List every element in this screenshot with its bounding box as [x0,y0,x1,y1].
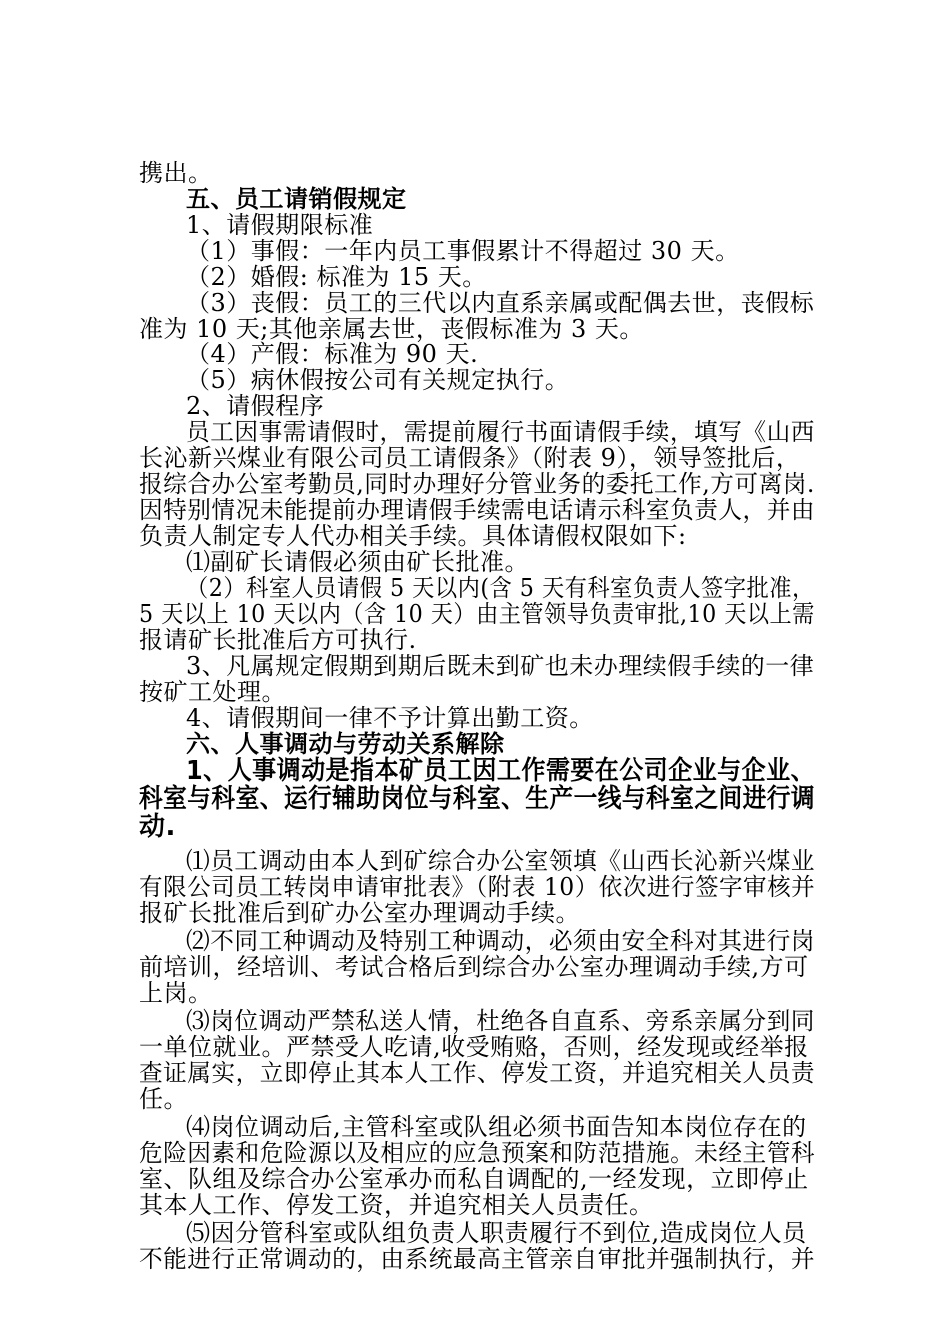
text-line: 3、凡属规定假期到期后既未到矿也未办理续假手续的一律 [186,652,815,680]
text-line: 负责人制定专人代办相关手续。具体请假权限如下: [139,522,687,550]
bold-text-line: 1、人事调动是指本矿员工因工作需要在公司企业与企业、 [186,756,816,786]
text-line: 4、请假期间一律不予计算出勤工资。 [186,704,594,732]
text-line: 携出。 [139,159,213,187]
text-line: （3）丧假：员工的三代以内直系亲属或配偶去世，丧假标 [186,289,815,317]
text-line: ⑵不同工种调动及特别工种调动，必须由安全科对其进行岗 [186,927,815,955]
text-line: 长沁新兴煤业有限公司员工请假条》（附表 9），领导签批后， [139,444,801,472]
text-line: （1）事假：一年内员工事假累计不得超过 30 天。 [186,237,740,265]
text-line: ⑴副矿长请假必须由矿长批准。 [186,548,529,576]
text-line: 按矿工处理。 [139,678,286,706]
text-line: 一单位就业。严禁受人吃请,收受贿赂，否则，经发现或经举报 [139,1033,809,1061]
section-heading: 六、人事调动与劳动关系解除 [186,730,505,758]
bold-text-line: 科室与科室、运行辅助岗位与科室、生产一线与科室之间进行调 [139,784,816,814]
text-line: ⑴员工调动由本人到矿综合办公室领填《山西长沁新兴煤业 [186,847,815,875]
text-line: 报矿长批准后到矿办公室办理调动手续。 [139,899,580,927]
text-line: （2）婚假: 标准为 15 天。 [186,263,487,291]
text-line: 不能进行正常调动的，由系统最高主管亲自审批并强制执行，并 [139,1245,815,1273]
text-line: 查证属实，立即停止其本人工作、停发工资，并追究相关人员责 [139,1059,815,1087]
text-line: 报请矿长批准后方可执行. [139,626,417,654]
text-line: 任。 [139,1085,188,1113]
text-line: 室、队组及综合办公室承办而私自调配的,一经发现，立即停止 [139,1165,809,1193]
text-line: 报综合办公室考勤员,同时办理好分管业务的委托工作,方可离岗. [139,470,815,498]
text-line: ⑷岗位调动后,主管科室或队组必须书面告知本岗位存在的 [186,1113,807,1141]
bold-text-line: 动. [139,812,176,842]
text-line: 准为 10 天;其他亲属去世，丧假标准为 3 天。 [139,315,644,343]
text-line: 员工因事需请假时，需提前履行书面请假手续，填写《山西 [186,418,815,446]
text-line: 危险因素和危险源以及相应的应急预案和防范措施。未经主管科 [139,1139,815,1167]
subsection-heading: 1、请假期限标准 [186,211,374,239]
subsection-heading: 2、请假程序 [186,392,325,420]
text-line: 因特别情况未能提前办理请假手续需电话请示科室负责人，并由 [139,496,815,524]
text-line: （5）病休假按公司有关规定执行。 [186,366,570,394]
text-line: 有限公司员工转岗申请审批表》（附表 10）依次进行签字审核并 [139,873,816,901]
text-line: ⑸因分管科室或队组负责人职责履行不到位,造成岗位人员 [186,1219,807,1247]
text-line: 上岗。 [139,979,213,1007]
text-line: 5 天以上 10 天以内（含 10 天）由主管领导负责审批,10 天以上需 [139,600,815,628]
text-line: 前培训，经培训、考试合格后到综合办公室办理调动手续,方可 [139,953,809,981]
text-line: ⑶岗位调动严禁私送人情，杜绝各自直系、旁系亲属分到同 [186,1007,815,1035]
text-line: （2）科室人员请假 5 天以内(含 5 天有科室负责人签字批准， [186,574,815,602]
text-line: 其本人工作、停发工资，并追究相关人员责任。 [139,1191,654,1219]
text-line: （4）产假：标准为 90 天. [186,340,479,368]
section-heading: 五、员工请销假规定 [186,185,407,213]
